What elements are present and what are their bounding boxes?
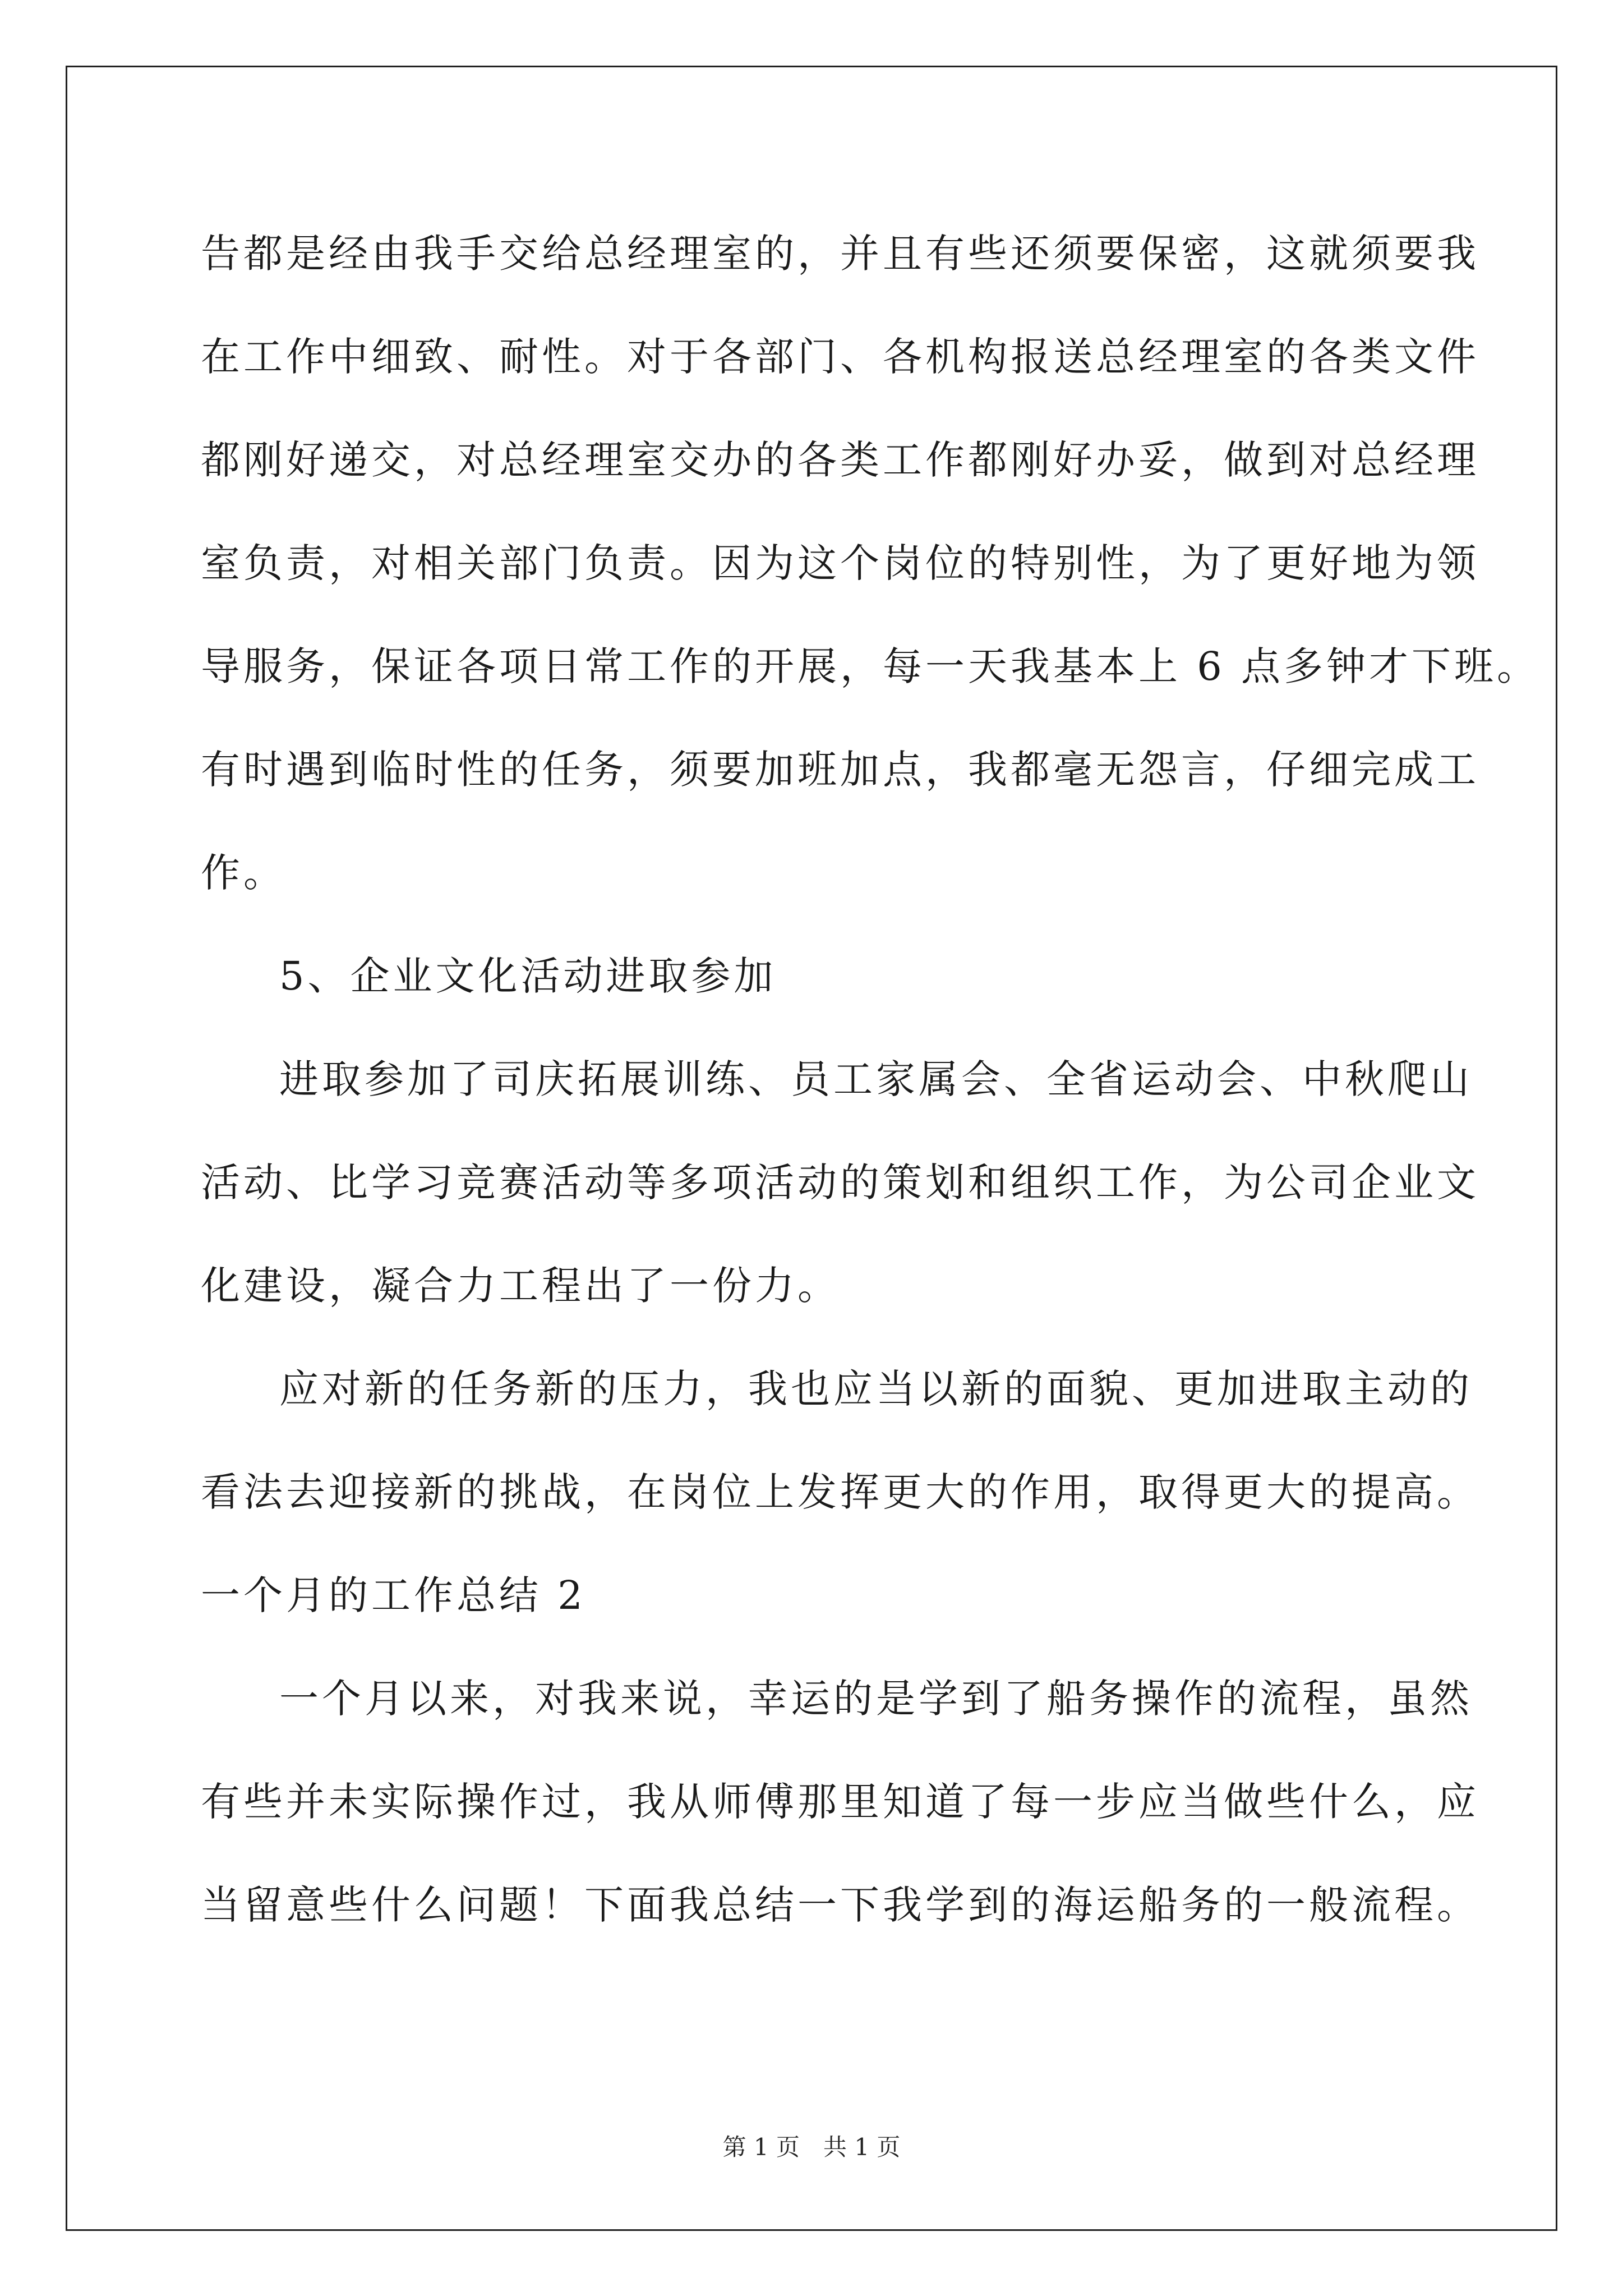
text-line: 化建设，凝合力工程出了一份力。 [201, 1263, 840, 1309]
text-line: 一个月以来，对我来说，幸运的是学到了船务操作的流程，虽然 [279, 1676, 1473, 1722]
text-line: 当留意些什么问题！下面我总结一下我学到的海运船务的一般流程。 [201, 1882, 1479, 1928]
section-title: 一个月的工作总结 2 [201, 1572, 586, 1618]
text-line: 有时遇到临时性的任务，须要加班加点，我都毫无怨言，仔细完成工 [201, 747, 1479, 793]
text-line: 有些并未实际操作过，我从师傅那里知道了每一步应当做些什么，应 [201, 1779, 1479, 1825]
page-footer: 第 1 页 共 1 页 [722, 2133, 901, 2161]
text-line: 在工作中细致、耐性。对于各部门、各机构报送总经理室的各类文件 [201, 334, 1479, 380]
text-line: 告都是经由我手交给总经理室的，并且有些还须要保密，这就须要我 [201, 231, 1479, 277]
text-line: 应对新的任务新的压力，我也应当以新的面貌、更加进取主动的 [279, 1366, 1473, 1412]
text-line: 作。 [201, 850, 286, 896]
section-heading: 5、企业文化活动进取参加 [279, 953, 777, 999]
text-line: 进取参加了司庆拓展训练、员工家属会、全省运动会、中秋爬山 [279, 1056, 1473, 1102]
text-line: 都刚好递交，对总经理室交办的各类工作都刚好办妥，做到对总经理 [201, 437, 1479, 483]
text-line: 导服务，保证各项日常工作的开展，每一天我基本上 6 点多钟才下班。 [201, 643, 1540, 689]
text-line: 活动、比学习竞赛活动等多项活动的策划和组织工作，为公司企业文 [201, 1159, 1479, 1205]
text-line: 室负责，对相关部门负责。因为这个岗位的特别性，为了更好地为领 [201, 540, 1479, 586]
text-line: 看法去迎接新的挑战，在岗位上发挥更大的作用，取得更大的提高。 [201, 1469, 1479, 1515]
